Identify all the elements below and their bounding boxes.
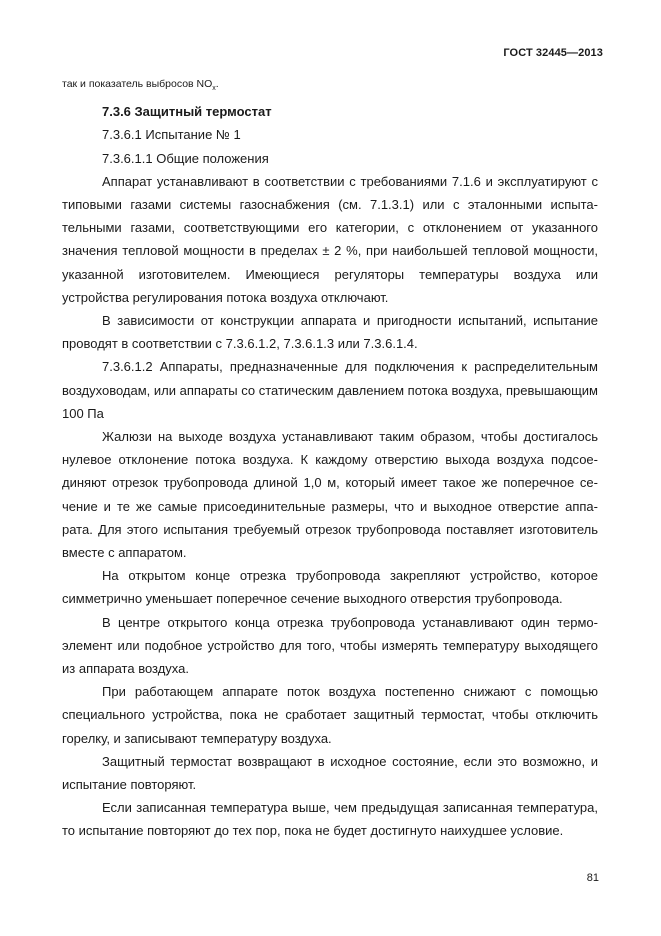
paragraph: На открытом конце отрезка трубопровода закрепляют устройство, которое симметрично уменьшает поперечное сечение выходного отверстия трубопровода. (62, 568, 598, 607)
section-heading: 7.3.6 Защитный термостат (102, 104, 272, 120)
paragraph: Жалюзи на выходе воздуха устанавливают таким образом, чтобы достигалось нулевое отклонение потока воздуха. К каждому отверстию выхода воздуха подсоединяют отрезок трубопровода длиной 1,0 м, который имеет такое же поперечное сечение и те же самые присоединительные размеры, что и выходное отверстие аппарата. Для этого испытания требуемый отрезок трубопровода поставляет изготовитель вместе с аппаратом. (62, 428, 598, 560)
continued-line-text: так и показатель выбросов NO (62, 78, 213, 90)
paragraph: Защитный термостат возвращают в исходное состояние, если это возможно, и испытание повторяют. (62, 753, 598, 792)
page-content (62, 76, 598, 843)
page-number: 81 (586, 872, 599, 884)
paragraph: При работающем аппарате поток воздуха постепенно снижают с помощью специального устройства, пока не сработает защитный термостат, чтобы отключить горелку, и записывают температуру воздуха. (62, 684, 598, 746)
paragraph: Аппарат устанавливают в соответствии с требованиями 7.1.6 и эксплуатируют с типовыми газами системы газоснабжения (см. 7.1.3.1) или с эталонными испытательными газами, соответствующими его категории, с отклонением от указанного значения тепловой мощности в пределах ± 2 %, при наибольшей тепловой мощности, указанной изготовителем. Имеющиеся регуляторы температуры воздуха или устройства регулирования потока воздуха отключают. (62, 173, 598, 305)
paragraph: Если записанная температура выше, чем предыдущая записанная температура, то испытание повторяют до тех пор, пока не будет достигнуто наихудшее условие. (62, 800, 598, 839)
continued-line-end: . (215, 78, 219, 90)
continued-line (62, 76, 598, 97)
paragraph-list (62, 100, 598, 843)
paragraph: 7.3.6.1.2 Аппараты, предназначенные для подключения к распределительным воздуховодам, или аппараты со статическим давлением потока воздуха, превышающим 100 Па (62, 359, 598, 421)
paragraph: 7.3.6.1 Испытание № 1 (102, 127, 241, 143)
continued-line-subscript: x (212, 85, 216, 93)
paragraph: 7.3.6.1.1 Общие положения (102, 150, 269, 166)
paragraph: В центре открытого конца отрезка трубопровода устанавливают один термоэлемент или подобное устройство для того, чтобы измерять температуру выходящего из аппарата воздуха. (62, 614, 598, 676)
standard-designation: ГОСТ 32445—2013 (503, 47, 603, 59)
paragraph: В зависимости от конструкции аппарата и пригодности испытаний, испытание проводят в соответствии с 7.3.6.1.2, 7.3.6.1.3 или 7.3.6.1.4. (62, 312, 598, 352)
